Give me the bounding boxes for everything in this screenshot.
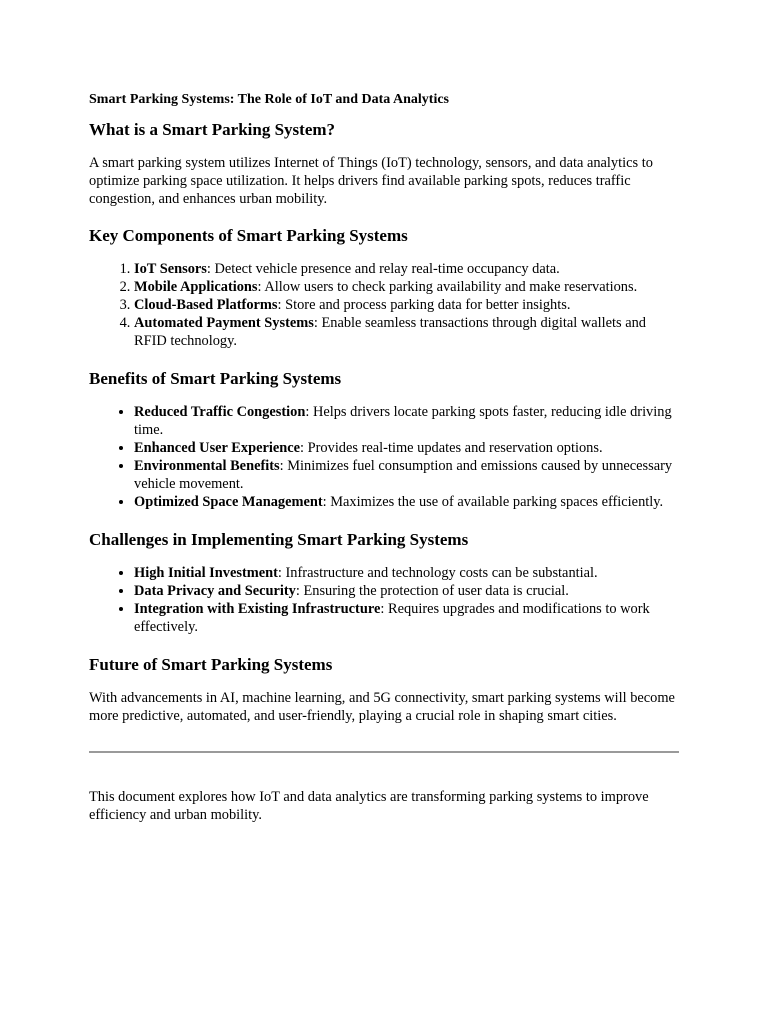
document-title: Smart Parking Systems: The Role of IoT and Data Analytics bbox=[89, 92, 450, 107]
list-item bbox=[134, 403, 679, 439]
list-item-term: Automated Payment Systems bbox=[134, 315, 314, 331]
list-item bbox=[134, 278, 679, 296]
list-item-term: Cloud-Based Platforms bbox=[134, 297, 278, 313]
list-item-term: Reduced Traffic Congestion bbox=[134, 404, 306, 420]
list-item bbox=[134, 314, 679, 350]
list-item-term: IoT Sensors bbox=[134, 261, 207, 277]
section-heading-future: Future of Smart Parking Systems bbox=[89, 655, 333, 674]
closing-paragraph: This document explores how IoT and data analytics are transforming parking systems to improve efficiency and urban mobility. bbox=[89, 789, 649, 823]
list-item-term: High Initial Investment bbox=[134, 565, 278, 581]
challenges-list bbox=[89, 564, 679, 636]
list-item-desc: : Detect vehicle presence and relay real-time occupancy data. bbox=[206, 261, 560, 277]
list-item-desc: : Enable seamless transactions through digital wallets and RFID technology. bbox=[134, 315, 646, 349]
list-item-term: Integration with Existing Infrastructure bbox=[134, 601, 381, 617]
list-item-desc: : Maximizes the use of available parking spaces efficiently. bbox=[322, 494, 664, 510]
list-item bbox=[134, 582, 679, 600]
list-item-desc: : Infrastructure and technology costs can be substantial. bbox=[277, 565, 598, 581]
section-heading-benefits: Benefits of Smart Parking Systems bbox=[89, 369, 342, 388]
list-item bbox=[134, 493, 679, 511]
benefits-list bbox=[89, 403, 679, 511]
list-item-term: Environmental Benefits bbox=[134, 458, 280, 474]
section-body-what: A smart parking system utilizes Internet of Things (IoT) technology, sensors, and data analytics to optimize parking space utilization. It helps drivers find available parking spots, reduces traffic congestion, and enhances urban mobility. bbox=[89, 155, 653, 207]
list-item bbox=[134, 260, 679, 278]
list-item-desc: : Allow users to check parking availability and make reservations. bbox=[257, 279, 638, 295]
list-item-term: Mobile Applications bbox=[134, 279, 258, 295]
section-heading-components: Key Components of Smart Parking Systems bbox=[89, 226, 408, 245]
list-item-desc: : Provides real-time updates and reservation options. bbox=[300, 440, 603, 456]
list-item-desc: : Minimizes fuel consumption and emissions caused by unnecessary vehicle movement. bbox=[134, 458, 673, 492]
list-item-term: Data Privacy and Security bbox=[134, 583, 296, 599]
section-heading-what: What is a Smart Parking System? bbox=[89, 120, 336, 139]
list-item-desc: : Helps drivers locate parking spots faster, reducing idle driving time. bbox=[134, 404, 672, 438]
list-item-desc: : Store and process parking data for better insights. bbox=[277, 297, 571, 313]
list-item bbox=[134, 564, 679, 582]
list-item bbox=[134, 296, 679, 314]
list-item bbox=[134, 439, 679, 457]
list-item bbox=[134, 600, 679, 636]
components-list bbox=[89, 260, 679, 350]
list-item-desc: : Ensuring the protection of user data is crucial. bbox=[295, 583, 569, 599]
section-body-future: With advancements in AI, machine learning, and 5G connectivity, smart parking systems will become more predictive, automated, and user-friendly, playing a crucial role in shaping smart cities. bbox=[89, 690, 675, 724]
list-item-desc: : Requires upgrades and modifications to work effectively. bbox=[134, 601, 650, 635]
list-item bbox=[134, 457, 679, 493]
list-item-term: Enhanced User Experience bbox=[134, 440, 301, 456]
section-heading-challenges: Challenges in Implementing Smart Parking Systems bbox=[89, 530, 469, 549]
list-item-term: Optimized Space Management bbox=[134, 494, 323, 510]
horizontal-divider bbox=[89, 751, 679, 753]
document-page bbox=[89, 90, 679, 841]
